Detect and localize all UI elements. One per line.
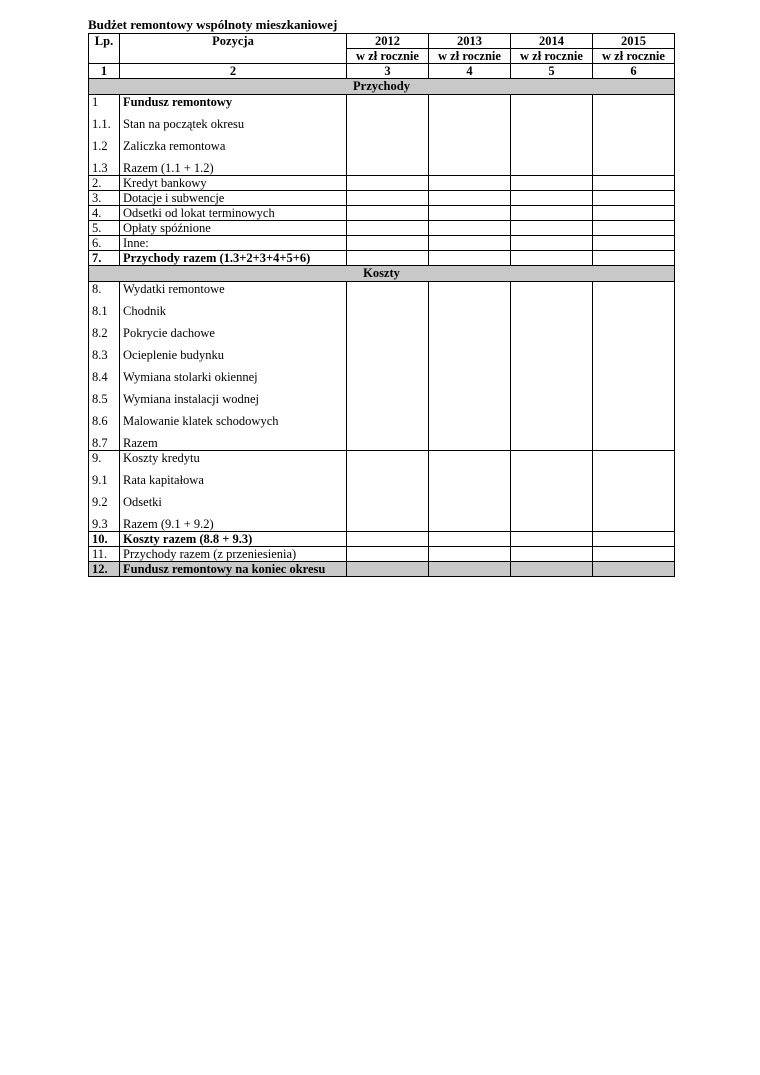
value-cell [593, 282, 675, 451]
row-label: Malowanie klatek schodowych [123, 414, 279, 428]
value-cell [511, 206, 593, 221]
row-label: Wymiana instalacji wodnej [123, 392, 260, 406]
header-unit: w zł rocznie [347, 49, 429, 64]
value-cell [511, 236, 593, 251]
value-cell [429, 451, 511, 532]
value-cell [347, 251, 429, 266]
value-cell [347, 191, 429, 206]
value-cell [347, 95, 429, 176]
row-label-cell [120, 451, 347, 532]
row-num: 8. [92, 282, 102, 296]
value-cell [511, 251, 593, 266]
value-cell [511, 282, 593, 451]
header-year-2014: 2014 [511, 34, 593, 49]
col-number: 3 [347, 64, 429, 79]
value-cell [347, 282, 429, 451]
value-cell [429, 176, 511, 191]
row-label: Razem [123, 436, 158, 450]
row-num: 12. [89, 562, 120, 577]
table-row [89, 206, 675, 221]
table-row [89, 191, 675, 206]
row-num: 4. [89, 206, 120, 221]
row-num: 10. [89, 532, 120, 547]
header-year-2013: 2013 [429, 34, 511, 49]
value-cell [429, 206, 511, 221]
value-cell [593, 451, 675, 532]
value-cell [429, 282, 511, 451]
row-label-cell [120, 95, 347, 176]
value-cell [511, 451, 593, 532]
table-row-group-9 [89, 451, 675, 532]
table-row [89, 236, 675, 251]
value-cell [429, 191, 511, 206]
col-number: 5 [511, 64, 593, 79]
value-cell [593, 191, 675, 206]
value-cell [593, 532, 675, 547]
value-cell [593, 251, 675, 266]
col-number: 2 [120, 64, 347, 79]
value-cell [511, 562, 593, 577]
row-num: 8.4 [92, 370, 108, 384]
row-label: Inne: [120, 236, 347, 251]
row-num: 6. [89, 236, 120, 251]
value-cell [429, 251, 511, 266]
value-cell [511, 191, 593, 206]
value-cell [593, 95, 675, 176]
row-label: Rata kapitałowa [123, 473, 204, 487]
col-number: 4 [429, 64, 511, 79]
value-cell [347, 176, 429, 191]
row-num: 8.3 [92, 348, 108, 362]
table-row-group-8 [89, 282, 675, 451]
row-label-cell [120, 282, 347, 451]
value-cell [347, 532, 429, 547]
row-num: 9. [92, 451, 102, 465]
value-cell [347, 547, 429, 562]
row-num: 8.2 [92, 326, 108, 340]
table-row-group-1 [89, 95, 675, 176]
row-label: Zaliczka remontowa [123, 139, 226, 153]
row-label: Razem (1.1 + 1.2) [123, 161, 214, 175]
table-row-11 [89, 547, 675, 562]
row-num-cell [89, 282, 120, 451]
value-cell [511, 95, 593, 176]
header-pozycja: Pozycja [120, 34, 347, 64]
budget-table [88, 33, 675, 577]
col-number: 1 [89, 64, 120, 79]
section-label: Koszty [89, 266, 675, 282]
value-cell [511, 532, 593, 547]
row-label: Wydatki remontowe [123, 282, 225, 296]
header-row-numbers [89, 64, 675, 79]
row-num: 7. [89, 251, 120, 266]
value-cell [593, 206, 675, 221]
row-num-cell [89, 95, 120, 176]
table-row [89, 176, 675, 191]
row-label: Stan na początek okresu [123, 117, 245, 131]
value-cell [593, 236, 675, 251]
header-year-2012: 2012 [347, 34, 429, 49]
section-label: Przychody [89, 79, 675, 95]
row-num: 1.2 [92, 139, 108, 153]
row-num: 8.1 [92, 304, 108, 318]
value-cell [593, 176, 675, 191]
row-label: Odsetki od lokat terminowych [120, 206, 347, 221]
row-num: 9.1 [92, 473, 108, 487]
header-unit: w zł rocznie [511, 49, 593, 64]
value-cell [511, 176, 593, 191]
document-title: Budżet remontowy wspólnoty mieszkaniowej [88, 17, 338, 32]
header-year-2015: 2015 [593, 34, 675, 49]
value-cell [347, 451, 429, 532]
value-cell [347, 206, 429, 221]
row-label: Wymiana stolarki okiennej [123, 370, 258, 384]
table-row-12 [89, 562, 675, 577]
row-label: Kredyt bankowy [120, 176, 347, 191]
row-label: Fundusz remontowy na koniec okresu [120, 562, 347, 577]
row-num: 9.2 [92, 495, 108, 509]
value-cell [511, 221, 593, 236]
section-przychody [89, 79, 675, 95]
header-lp: Lp. [89, 34, 120, 64]
row-label: Pokrycie dachowe [123, 326, 215, 340]
header-unit: w zł rocznie [593, 49, 675, 64]
value-cell [593, 562, 675, 577]
value-cell [429, 221, 511, 236]
value-cell [429, 562, 511, 577]
row-label: Ocieplenie budynku [123, 348, 225, 362]
row-num: 11. [89, 547, 120, 562]
row-num: 8.7 [92, 436, 108, 450]
value-cell [429, 532, 511, 547]
table-row [89, 251, 675, 266]
value-cell [429, 547, 511, 562]
row-label: Chodnik [123, 304, 167, 318]
value-cell [593, 547, 675, 562]
row-label: Opłaty spóźnione [120, 221, 347, 236]
table-row-10 [89, 532, 675, 547]
row-label: Fundusz remontowy [123, 95, 233, 109]
row-num: 9.3 [92, 517, 108, 531]
value-cell [429, 236, 511, 251]
row-label: Przychody razem (z przeniesienia) [120, 547, 347, 562]
row-num: 8.5 [92, 392, 108, 406]
value-cell [347, 221, 429, 236]
row-num: 8.6 [92, 414, 108, 428]
header-row-years [89, 34, 675, 49]
value-cell [347, 236, 429, 251]
row-num-cell [89, 451, 120, 532]
row-num: 2. [89, 176, 120, 191]
value-cell [593, 221, 675, 236]
row-label: Koszty kredytu [123, 451, 200, 465]
table-row [89, 221, 675, 236]
row-num: 5. [89, 221, 120, 236]
row-label: Razem (9.1 + 9.2) [123, 517, 214, 531]
value-cell [511, 547, 593, 562]
row-label: Przychody razem (1.3+2+3+4+5+6) [120, 251, 347, 266]
row-label: Dotacje i subwencje [120, 191, 347, 206]
row-num: 1 [92, 95, 99, 109]
section-koszty [89, 266, 675, 282]
row-label: Koszty razem (8.8 + 9.3) [120, 532, 347, 547]
value-cell [429, 95, 511, 176]
header-unit: w zł rocznie [429, 49, 511, 64]
row-num: 1.1. [92, 117, 111, 131]
row-label: Odsetki [123, 495, 162, 509]
row-num: 1.3 [92, 161, 108, 175]
value-cell [347, 562, 429, 577]
row-num: 3. [89, 191, 120, 206]
col-number: 6 [593, 64, 675, 79]
